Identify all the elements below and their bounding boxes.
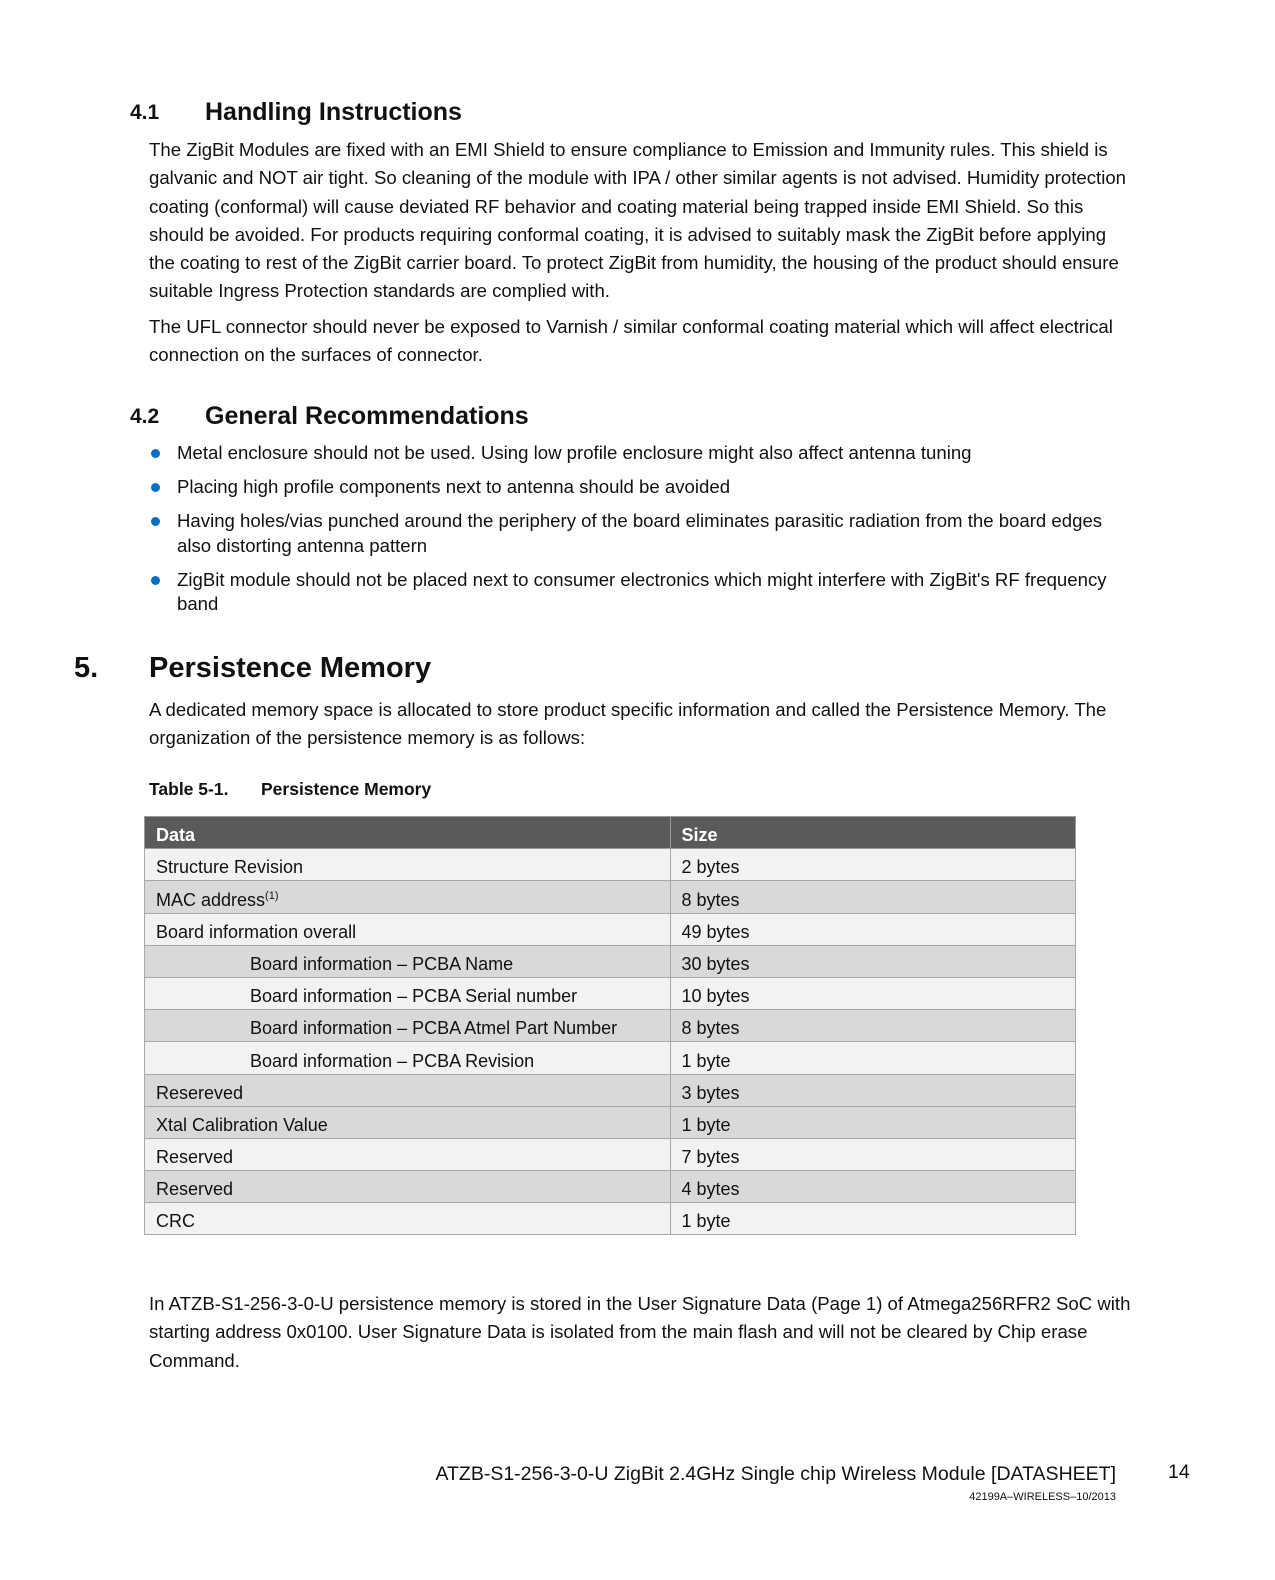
footer-doc-code: 42199A–WIRELESS–10/2013: [969, 1491, 1116, 1503]
text-line: suitable Ingress Protection standards are complied with.: [149, 280, 610, 302]
cell-size: 30 bytes: [670, 945, 1076, 977]
bullet-icon: [151, 483, 160, 492]
cell-size: 2 bytes: [670, 849, 1076, 881]
table-caption-number: Table 5-1.: [149, 779, 229, 799]
text-line: galvanic and NOT air tight. So cleaning of the module with IPA / other similar agents is not advised. Humidity protection: [149, 167, 1127, 189]
list-item: [149, 475, 1209, 500]
cell-size: 49 bytes: [670, 913, 1076, 945]
table-row: [145, 945, 1076, 977]
persistence-intro: [149, 696, 1209, 753]
cell-data: Board information – PCBA Name: [145, 945, 671, 977]
table-row: [145, 1042, 1076, 1074]
cell-data: Structure Revision: [145, 849, 671, 881]
handling-paragraph-2: [149, 313, 1209, 370]
persistence-memory-table: [144, 816, 1076, 1235]
list-item: [149, 441, 1209, 466]
table-row: [145, 881, 1076, 913]
table-caption-title: Persistence Memory: [261, 779, 432, 799]
text-line: Having holes/vias punched around the periphery of the board eliminates parasitic radiation from the board edges: [177, 510, 1103, 531]
cell-size: 1 byte: [670, 1106, 1076, 1138]
text-line: Metal enclosure should not be used. Using low profile enclosure might also affect antenna tuning: [177, 442, 972, 463]
cell-size: 1 byte: [670, 1042, 1076, 1074]
cell-size: 7 bytes: [670, 1138, 1076, 1170]
footnote-ref: (1): [265, 889, 279, 902]
cell-size: 4 bytes: [670, 1171, 1076, 1203]
table-row: [145, 913, 1076, 945]
list-item: [149, 509, 1209, 558]
table-row: [145, 1106, 1076, 1138]
table-header-row: [145, 817, 1076, 849]
text-line: starting address 0x0100. User Signature Data is isolated from the main flash and will not be cleared by Chip erase: [149, 1321, 1088, 1343]
cell-size: 1 byte: [670, 1203, 1076, 1235]
text-line: connection on the surfaces of connector.: [149, 344, 483, 366]
table-row: [145, 977, 1076, 1009]
text-line: band: [177, 593, 219, 614]
cell-size: 8 bytes: [670, 881, 1076, 913]
cell-data: Resereved: [145, 1074, 671, 1106]
cell-text: MAC address: [156, 889, 266, 910]
table-row: [145, 849, 1076, 881]
section-number: 4.1: [130, 101, 160, 124]
text-line: organization of the persistence memory is as follows:: [149, 727, 586, 749]
text-line: In ATZB-S1-256-3-0-U persistence memory is stored in the User Signature Data (Page 1) of Atmega256RFR2 SoC with: [149, 1293, 1131, 1314]
text-line: A dedicated memory space is allocated to store product specific information and called the Persistence Memory. The: [149, 699, 1107, 720]
handling-paragraph-1: [149, 136, 1209, 306]
column-header-data: Data: [145, 817, 671, 849]
text-line: the coating to rest of the ZigBit carrier board. To protect ZigBit from humidity, the housing of the product should ensure: [149, 252, 1119, 274]
text-line: The UFL connector should never be exposed to Varnish / similar conformal coating material which will affect electrical: [149, 316, 1113, 337]
persistence-closing: [149, 1290, 1229, 1375]
text-line: should be avoided. For products requiring conformal coating, it is advised to suitably mask the ZigBit before applying: [149, 223, 1107, 245]
text-line: also distorting antenna pattern: [177, 534, 428, 556]
cell-size: 10 bytes: [670, 977, 1076, 1009]
table-row: [145, 1010, 1076, 1042]
section-title: General Recommendations: [205, 402, 529, 430]
cell-data: CRC: [145, 1203, 671, 1235]
bullet-icon: [151, 449, 160, 458]
section-title: Handling Instructions: [205, 98, 462, 126]
column-header-size: Size: [670, 817, 1076, 849]
chapter-number: 5.: [74, 652, 99, 684]
cell-size: 8 bytes: [670, 1010, 1076, 1042]
cell-data: Board information overall: [145, 913, 671, 945]
text-line: The ZigBit Modules are fixed with an EMI Shield to ensure compliance to Emission and Immunity rules. This shield is: [149, 139, 1108, 160]
section-number: 4.2: [130, 405, 160, 428]
text-line: coating (conformal) will cause deviated RF behavior and coating material being trapped inside EMI Shield. So this: [149, 195, 1084, 217]
bullet-icon: [151, 576, 160, 585]
cell-data: Xtal Calibration Value: [145, 1106, 671, 1138]
cell-data: Reserved: [145, 1138, 671, 1170]
table-row: [145, 1074, 1076, 1106]
chapter-title: Persistence Memory: [149, 652, 432, 684]
list-item: [149, 568, 1209, 617]
footer-document-title: ATZB-S1-256-3-0-U ZigBit 2.4GHz Single chip Wireless Module [DATASHEET]: [435, 1463, 1116, 1485]
text-line: Placing high profile components next to antenna should be avoided: [177, 476, 731, 497]
bullet-icon: [151, 517, 160, 526]
table-row: [145, 1203, 1076, 1235]
table-row: [145, 1138, 1076, 1170]
cell-data: Board information – PCBA Serial number: [145, 977, 671, 1009]
text-line: Command.: [149, 1349, 240, 1371]
cell-data: [145, 881, 671, 913]
text-line: ZigBit module should not be placed next to consumer electronics which might interfere with ZigBit's RF frequency: [177, 568, 1107, 590]
cell-data: Board information – PCBA Atmel Part Number: [145, 1010, 671, 1042]
page-number: 14: [1168, 1461, 1190, 1483]
cell-data: Board information – PCBA Revision: [145, 1042, 671, 1074]
cell-data: Reserved: [145, 1171, 671, 1203]
recommendations-list: [149, 441, 1209, 626]
table-row: [145, 1171, 1076, 1203]
cell-size: 3 bytes: [670, 1074, 1076, 1106]
